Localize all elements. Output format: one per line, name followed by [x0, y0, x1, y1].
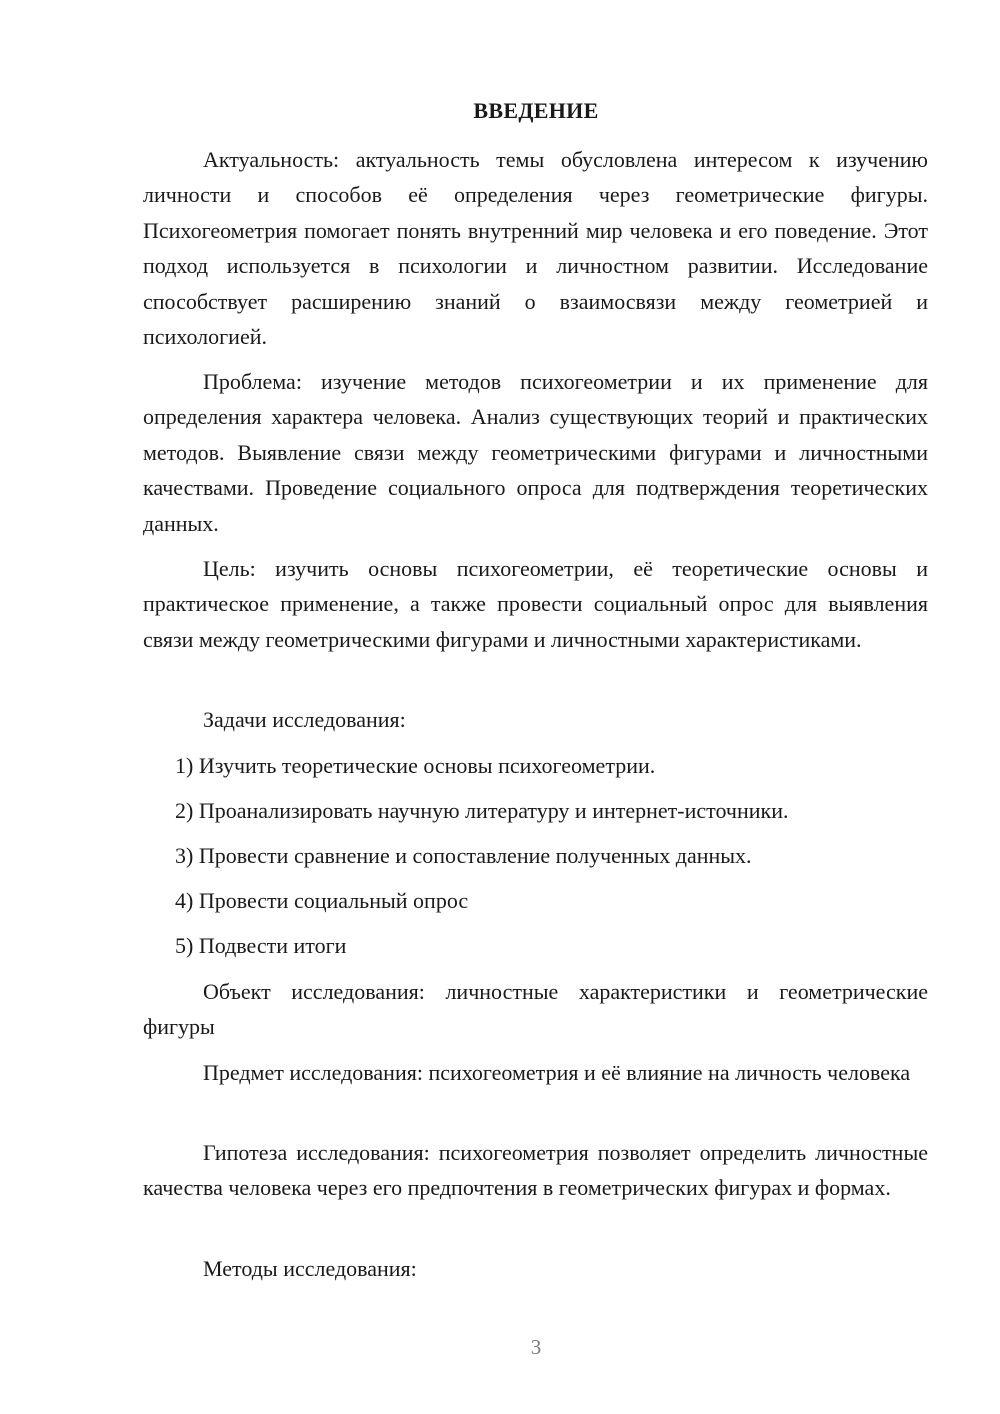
- hypothesis-paragraph: Гипотеза исследования: психогеометрия позволяет определить личностные качества человека через его предпочтения в геометрических фигурах и формах.: [143, 1140, 928, 1201]
- page-title: ВВЕДЕНИЕ: [473, 98, 599, 123]
- page-number: 3: [530, 1335, 542, 1359]
- task-item-3: 3) Провести сравнение и сопоставление полученных данных.: [175, 843, 752, 868]
- object-paragraph: Объект исследования: личностные характеристики и геометрические фигуры: [143, 979, 928, 1040]
- task-item-4: 4) Провести социальный опрос: [175, 888, 469, 913]
- problem-paragraph: Проблема: изучение методов психогеометрии и их применение для определения характера человека. Анализ существующих теорий и практических методов. Выявление связи между геометрическими фигурами и личностными качествами. Проведение социального опроса для подтверждения теоретических данных.: [143, 369, 928, 536]
- task-item-1: 1) Изучить теоретические основы психогеометрии.: [175, 753, 656, 778]
- task-item-5: 5) Подвести итоги: [175, 933, 347, 958]
- relevance-paragraph: Актуальность: актуальность темы обусловлена интересом к изучению личности и способов её определения через геометрические фигуры. Психогеометрия помогает понять внутренний мир человека и его поведение. Этот подход используется в психологии и личностном развитии. Исследование способствует расширению знаний о взаимосвязи между геометрией и психологией.: [143, 147, 928, 350]
- task-item-2: 2) Проанализировать научную литературу и интернет-источники.: [175, 798, 789, 823]
- methods-heading: Методы исследования:: [203, 1256, 417, 1281]
- goal-paragraph: Цель: изучить основы психогеометрии, её теоретические основы и практическое применение, а также провести социальный опрос для выявления связи между геометрическими фигурами и личностными характеристиками.: [143, 556, 928, 652]
- subject-paragraph: Предмет исследования: психогеометрия и её влияние на личность человека: [203, 1060, 911, 1085]
- tasks-heading: Задачи исследования:: [203, 707, 406, 732]
